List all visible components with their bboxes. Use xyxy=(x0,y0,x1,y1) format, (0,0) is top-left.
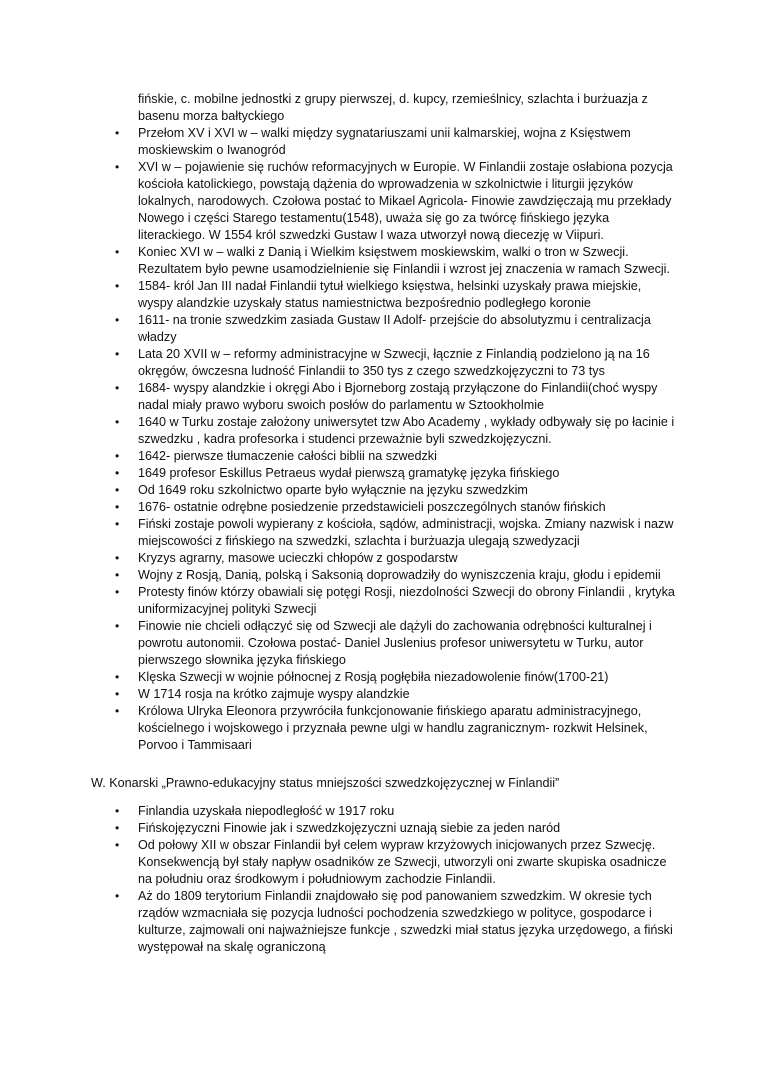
list-item xyxy=(0,516,678,550)
list-item xyxy=(0,820,678,837)
list-item xyxy=(0,567,678,584)
list-item xyxy=(0,618,678,669)
bullet-icon: • xyxy=(115,313,120,327)
bullet-icon: • xyxy=(115,415,120,429)
bullet-icon: • xyxy=(115,619,120,633)
list-item xyxy=(0,312,678,346)
bullet-icon: • xyxy=(115,517,120,531)
list-item-text: Koniec XVI w – walki z Danią i Wielkim księstwem moskiewskim, walki o tron w Szwecji. Rezultatem było pewne usamodzielnienie się Finlandii i wzrost jej znaczenia w ramach Szwecji. xyxy=(138,245,670,276)
bullet-icon: • xyxy=(115,585,120,599)
bullet-icon: • xyxy=(115,245,120,259)
list-item-text: XVI w – pojawienie się ruchów reformacyjnych w Europie. W Finlandii zostaje osłabiona pozycja kościoła katolickiego, powstają dążenia do wprowadzenia w szkolnictwie i liturgii języków lokalnych, narodowych. Czołowa postać to Mikael Agricola- Finowie zawdzięczają mu przekłady Nowego i części Starego testamentu(1548), uważa się go za twórcę fińskiego języka literackiego. W 1554 król szwedzki Gustaw I waza utworzył nową diecezję w Viipuri. xyxy=(138,160,673,242)
bullet-icon: • xyxy=(115,126,120,140)
bullet-icon: • xyxy=(115,347,120,361)
list-item-text: Kryzys agrarny, masowe ucieczki chłopów z gospodarstw xyxy=(138,551,458,565)
list-item xyxy=(0,380,678,414)
list-item-text: Aż do 1809 terytorium Finlandii znajdowało się pod panowaniem szwedzkim. W okresie tych rządów wzmacniała się pozycja ludności pochodzenia szwedzkiego w polityce, gospodarce i kulturze, zajmowali oni najważniejsze funkcje , szwedzki miał status języka urzędowego, a fiński występował na skalę ograniczoną xyxy=(138,889,673,954)
list-item-text: Przełom XV i XVI w – walki między sygnatariuszami unii kalmarskiej, wojna z Księstwem moskiewskim o Iwanogród xyxy=(138,126,631,157)
bullet-icon: • xyxy=(115,821,120,835)
list-item-text: 1584- król Jan III nadał Finlandii tytuł wielkiego księstwa, helsinki uzyskały prawa miejskie, wyspy alandzkie uzyskały status namiestnictwa bezpośrednio podległego koronie xyxy=(138,279,642,310)
list-item-text: W 1714 rosja na krótko zajmuje wyspy alandzkie xyxy=(138,687,410,701)
list-item-text: Finlandia uzyskała niepodległość w 1917 roku xyxy=(138,804,395,818)
list-item-text: 1676- ostatnie odrębne posiedzenie przedstawicieli poszczególnych stanów fińskich xyxy=(138,500,606,514)
list-item xyxy=(0,346,678,380)
list-item xyxy=(0,414,678,448)
list-item-text: 1684- wyspy alandzkie i okręgi Abo i Bjorneborg zostają przyłączone do Finlandii(choć wyspy nadal miały prawo wyboru swoich posłów do parlamentu w Sztookholmie xyxy=(138,381,658,412)
list-item xyxy=(0,244,678,278)
list-item xyxy=(0,888,678,956)
list-item-text: Wojny z Rosją, Danią, polską i Saksonią doprowadziły do wyniszczenia kraju, głodu i epidemii xyxy=(138,568,661,582)
list-item xyxy=(0,550,678,567)
bullet-icon: • xyxy=(115,500,120,514)
list-item-text: Fiński zostaje powoli wypierany z kościoła, sądów, administracji, wojska. Zmiany nazwisk i nazw miejscowości z fińskiego na szwedzki, szlachta i burżuazja ulegają szwedyzacji xyxy=(138,517,674,548)
list-item-text: Klęska Szwecji w wojnie północnej z Rosją pogłębiła niezadowolenie finów(1700-21) xyxy=(138,670,609,684)
bullet-icon: • xyxy=(115,838,120,852)
list-item xyxy=(0,584,678,618)
list-item-text: Lata 20 XVII w – reformy administracyjne w Szwecji, łącznie z Finlandią podzielono ją na 16 okręgów, ówczesna ludność Finlandii to 350 tys z czego szwedzkojęzyczni to 73 tys xyxy=(138,347,650,378)
bullet-icon: • xyxy=(115,670,120,684)
bullet-icon: • xyxy=(115,279,120,293)
bullet-icon: • xyxy=(115,381,120,395)
list-item-text: Królowa Ulryka Eleonora przywróciła funkcjonowanie fińskiego aparatu administracyjnego, kościelnego i wojskowego i przyznała pewne ulgi w handlu zagranicznym- rozkwit Helsinek, Porvoo i Tammisaari xyxy=(138,704,648,752)
continuation-paragraph: fińskie, c. mobilne jednostki z grupy pierwszej, d. kupcy, rzemieślnicy, szlachta i burżuazja z basenu morza bałtyckiego xyxy=(138,92,648,123)
bullet-icon: • xyxy=(115,687,120,701)
list-item-text: Fińskojęzyczni Finowie jak i szwedzkojęzyczni uznają siebie za jeden naród xyxy=(138,821,561,835)
bullet-icon: • xyxy=(115,160,120,174)
section-heading: W. Konarski „Prawno-edukacyjny status mniejszości szwedzkojęzycznej w Finlandii” xyxy=(91,776,560,790)
list-item-text: 1611- na tronie szwedzkim zasiada Gustaw II Adolf- przejście do absolutyzmu i centralizacja władzy xyxy=(138,313,651,344)
list-item-text: 1642- pierwsze tłumaczenie całości biblii na szwedzki xyxy=(138,449,437,463)
list-item-text: 1649 profesor Eskillus Petraeus wydał pierwszą gramatykę języka fińskiego xyxy=(138,466,560,480)
bullet-icon: • xyxy=(115,704,120,718)
list-item xyxy=(0,125,678,159)
list-item xyxy=(0,482,678,499)
list-item xyxy=(0,686,678,703)
list-item xyxy=(0,837,678,888)
bullet-icon: • xyxy=(115,889,120,903)
list-item xyxy=(0,159,678,244)
list-item-text: Finowie nie chcieli odłączyć się od Szwecji ale dążyli do zachowania odrębności kulturalnej i powrotu autonomii. Czołowa postać- Daniel Juslenius profesor uniwersytetu w Turku, autor pierwszego słownika języka fińskiego xyxy=(138,619,652,667)
list-item-text: Od połowy XII w obszar Finlandii był celem wypraw krzyżowych inicjowanych przez Szwecję. Konsekwencją był stały napływ osadników ze Szwecji, utworzyli oni zwarte skupiska osadnicze na południu oraz środkowym i południowym zachodzie Finlandii. xyxy=(138,838,667,886)
list-item xyxy=(0,499,678,516)
bullet-icon: • xyxy=(115,804,120,818)
list-item-text: 1640 w Turku zostaje założony uniwersytet tzw Abo Academy , wykłady odbywały się po łacinie i szwedzku , kadra profesorka i studenci przeważnie byli szwedzkojęzyczni. xyxy=(138,415,675,446)
list-item xyxy=(0,448,678,465)
bullet-icon: • xyxy=(115,466,120,480)
bullet-icon: • xyxy=(115,551,120,565)
bullet-icon: • xyxy=(115,568,120,582)
bullet-icon: • xyxy=(115,483,120,497)
list-item xyxy=(0,278,678,312)
history-bullet-list xyxy=(0,125,700,754)
list-item xyxy=(0,465,678,482)
list-item xyxy=(0,803,678,820)
list-item xyxy=(0,669,678,686)
list-item xyxy=(0,703,678,754)
bullet-icon: • xyxy=(115,449,120,463)
list-item-text: Od 1649 roku szkolnictwo oparte było wyłącznie na języku szwedzkim xyxy=(138,483,528,497)
konarski-bullet-list xyxy=(0,803,700,956)
list-item-text: Protesty finów którzy obawiali się potęgi Rosji, niezdolności Szwecji do obrony Finlandii , krytyka uniformizacyjnej polityki Szwecji xyxy=(138,585,675,616)
